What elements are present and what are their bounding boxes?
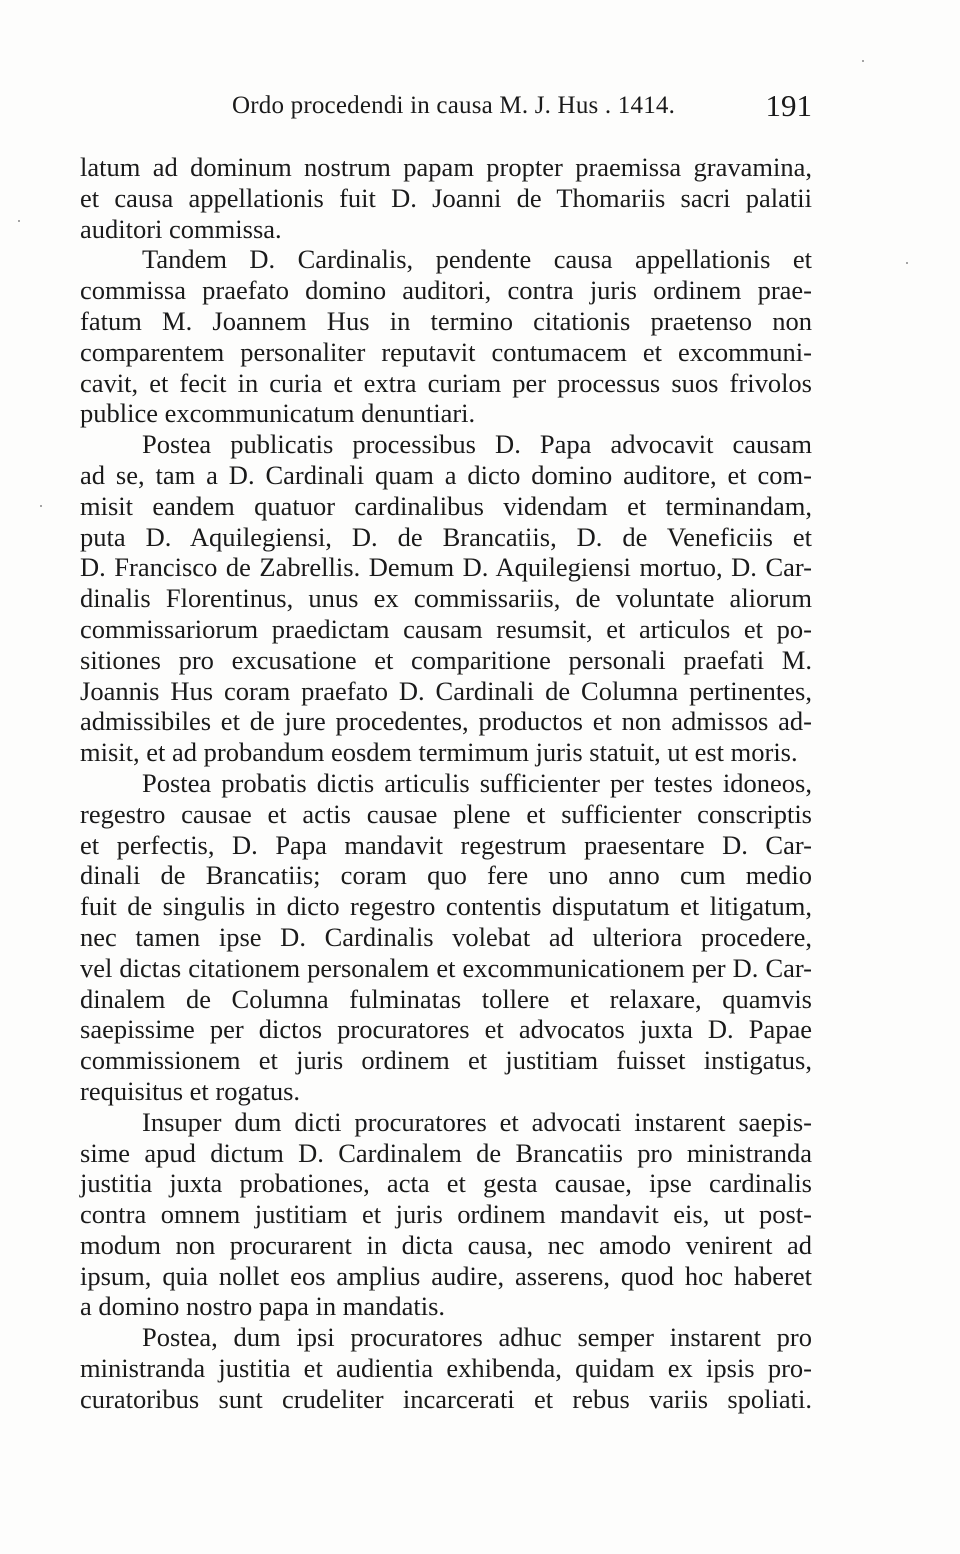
text-line: modum non procurarent in dicta causa, nec amodo venirent ad <box>80 1229 812 1260</box>
text-line: Insuper dum dicti procuratores et advocati instarent saepis- <box>142 1106 812 1137</box>
text-line: et perfectis, D. Papa mandavit regestrum praesentare D. Car- <box>80 829 812 860</box>
text-line: cavit, et fecit in curia et extra curiam per processus suos frivolos <box>80 367 812 398</box>
text-line: latum ad dominum nostrum papam propter praemissa gravamina, <box>80 152 812 182</box>
text-line: ministranda justitia et audientia exhibenda, quidam ex ipsis pro- <box>80 1353 812 1384</box>
text-line: misit eandem quatuor cardinalibus videndam et terminandam, <box>80 490 812 521</box>
text-line: et causa appellationis fuit D. Joanni de Thomariis sacri palatii <box>80 182 812 213</box>
text-line: regestro causae et actis causae plene et sufficienter conscriptis <box>80 798 812 829</box>
running-title: Ordo procedendi in causa M. J. Hus . 1414. <box>232 92 676 119</box>
text-line: puta D. Aquilegiensi, D. de Brancatiis, D. de Veneficiis et <box>80 521 812 552</box>
text-line: commissariorum praedictam causam resumsit, et articulos et po- <box>80 613 812 644</box>
text-line: sitiones pro excusatione et comparitione personali praefati M. <box>80 644 812 675</box>
text-line: commissa praefato domino auditori, contra juris ordinem prae- <box>80 275 812 306</box>
text-line: ad se, tam a D. Cardinali quam a dicto domino auditore, et com- <box>80 459 812 490</box>
text-line: dinali de Brancatiis; coram quo fere uno anno cum medio <box>80 860 812 891</box>
text-line: nec tamen ipse D. Cardinalis volebat ad ulteriora procedere, <box>80 921 812 952</box>
page-number: 191 <box>765 88 812 123</box>
text-line: admissibiles et de jure procedentes, productos et non admissos ad- <box>80 706 812 737</box>
text-line: Postea publicatis processibus D. Papa advocavit causam <box>142 429 812 460</box>
text-line: auditori commissa. <box>80 213 282 244</box>
text-line: a domino nostro papa in mandatis. <box>80 1291 446 1322</box>
text-line: misit, et ad probandum eosdem termimum juris statuit, ut est moris. <box>80 737 798 768</box>
text-line: Postea, dum ipsi procuratores adhuc semper instarent pro <box>142 1322 812 1353</box>
text-line: fatum M. Joannem Hus in termino citationis praetenso non <box>80 305 812 336</box>
text-line: dinalem de Columna fulminatas tollere et relaxare, quamvis <box>80 983 812 1014</box>
text-line: D. Francisco de Zabrellis. Demum D. Aquilegiensi mortuo, D. Car- <box>80 552 812 583</box>
text-line: requisitus et rogatus. <box>80 1075 301 1106</box>
text-line: contra omnem justitiam et juris ordinem mandavit eis, ut post- <box>80 1199 812 1230</box>
text-line: comparentem personaliter reputavit contumacem et excommuni- <box>80 336 812 367</box>
text-line: Postea probatis dictis articulis sufficienter per testes idoneos, <box>142 767 812 798</box>
text-line: fuit de singulis in dicto regestro contentis disputatum et litigatum, <box>80 891 812 922</box>
text-line: saepissime per dictos procuratores et advocatos juxta D. Papae <box>80 1014 812 1045</box>
text-line: publice excommunicatum denuntiari. <box>80 398 476 429</box>
text-line: sime apud dictum D. Cardinalem de Brancatiis pro ministranda <box>80 1137 812 1168</box>
text-line: justitia juxta probationes, acta et gesta causae, ipse cardinalis <box>80 1168 812 1199</box>
text-line: curatoribus sunt crudeliter incarcerati et rebus variis spoliati. <box>80 1383 812 1414</box>
text-line: Tandem D. Cardinalis, pendente causa appellationis et <box>142 244 812 275</box>
running-head <box>80 88 812 128</box>
text-line: ipsum, quia nollet eos amplius audire, asserens, quod hoc haberet <box>80 1260 812 1291</box>
text-line: commissionem et juris ordinem et justitiam fuisset instigatus, <box>80 1045 812 1076</box>
text-line: vel dictas citationem personalem et excommunicationem per D. Car- <box>80 952 812 983</box>
text-line: dinalis Florentinus, unus ex commissariis, de voluntate aliorum <box>80 583 812 614</box>
text-line: Joannis Hus coram praefato D. Cardinali de Columna pertinentes, <box>80 675 812 706</box>
body-text <box>80 152 812 1415</box>
